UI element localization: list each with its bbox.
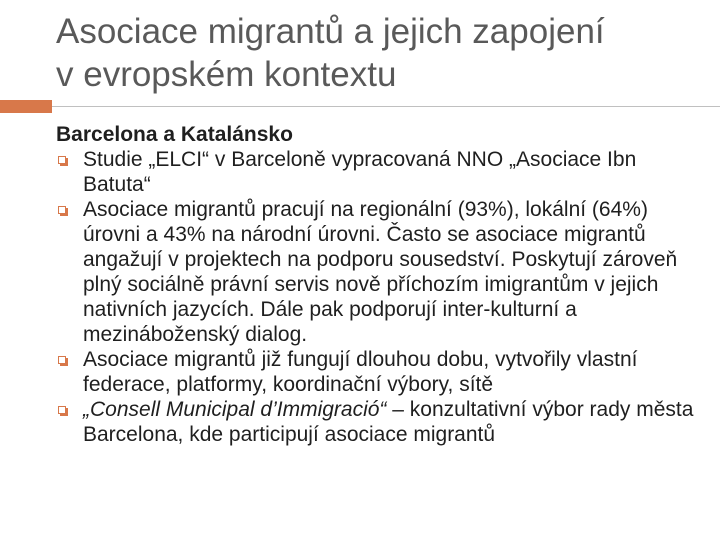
square-bullet-icon — [58, 206, 66, 214]
square-bullet-icon — [58, 406, 66, 414]
bullet-text: – konzultativní výbor rady města Barcelona, kde participují asociace migrantů — [83, 398, 694, 446]
list-item — [56, 347, 696, 397]
section-heading: Barcelona a Katalánsko — [56, 123, 293, 146]
slide-title — [56, 10, 706, 96]
title-line-1: Asociace migrantů a jejich zapojení — [56, 12, 605, 51]
list-item — [56, 147, 696, 197]
title-divider — [52, 106, 720, 107]
list-item — [56, 197, 696, 347]
slide-body — [56, 122, 696, 447]
bullet-list — [56, 147, 696, 447]
accent-bar — [0, 100, 52, 113]
square-bullet-icon — [58, 356, 66, 364]
bullet-text: Asociace migrantů již fungují dlouhou dobu, vytvořily vlastní federace, platformy, koordinační výbory, sítě — [83, 348, 638, 396]
bullet-text: Studie „ELCI“ v Barceloně vypracovaná NNO „Asociace Ibn Batuta“ — [83, 148, 637, 196]
bullet-italic-text: „Consell Municipal d’Immigració“ — [83, 398, 387, 421]
title-line-2: v evropském kontextu — [56, 55, 397, 94]
bullet-text: Asociace migrantů pracují na regionální (93%), lokální (64%) úrovni a 43% na národní úrovni. Často se asociace migrantů angažují v projektech na podporu sousedství. Poskytují zároveň plný sociálně právní servis nově příchozím imigrantům v jejich nativních jazycích. Dále pak podporují inter-kulturní a mezináboženský dialog. — [83, 198, 678, 346]
square-bullet-icon — [58, 156, 66, 164]
list-item — [56, 397, 696, 447]
